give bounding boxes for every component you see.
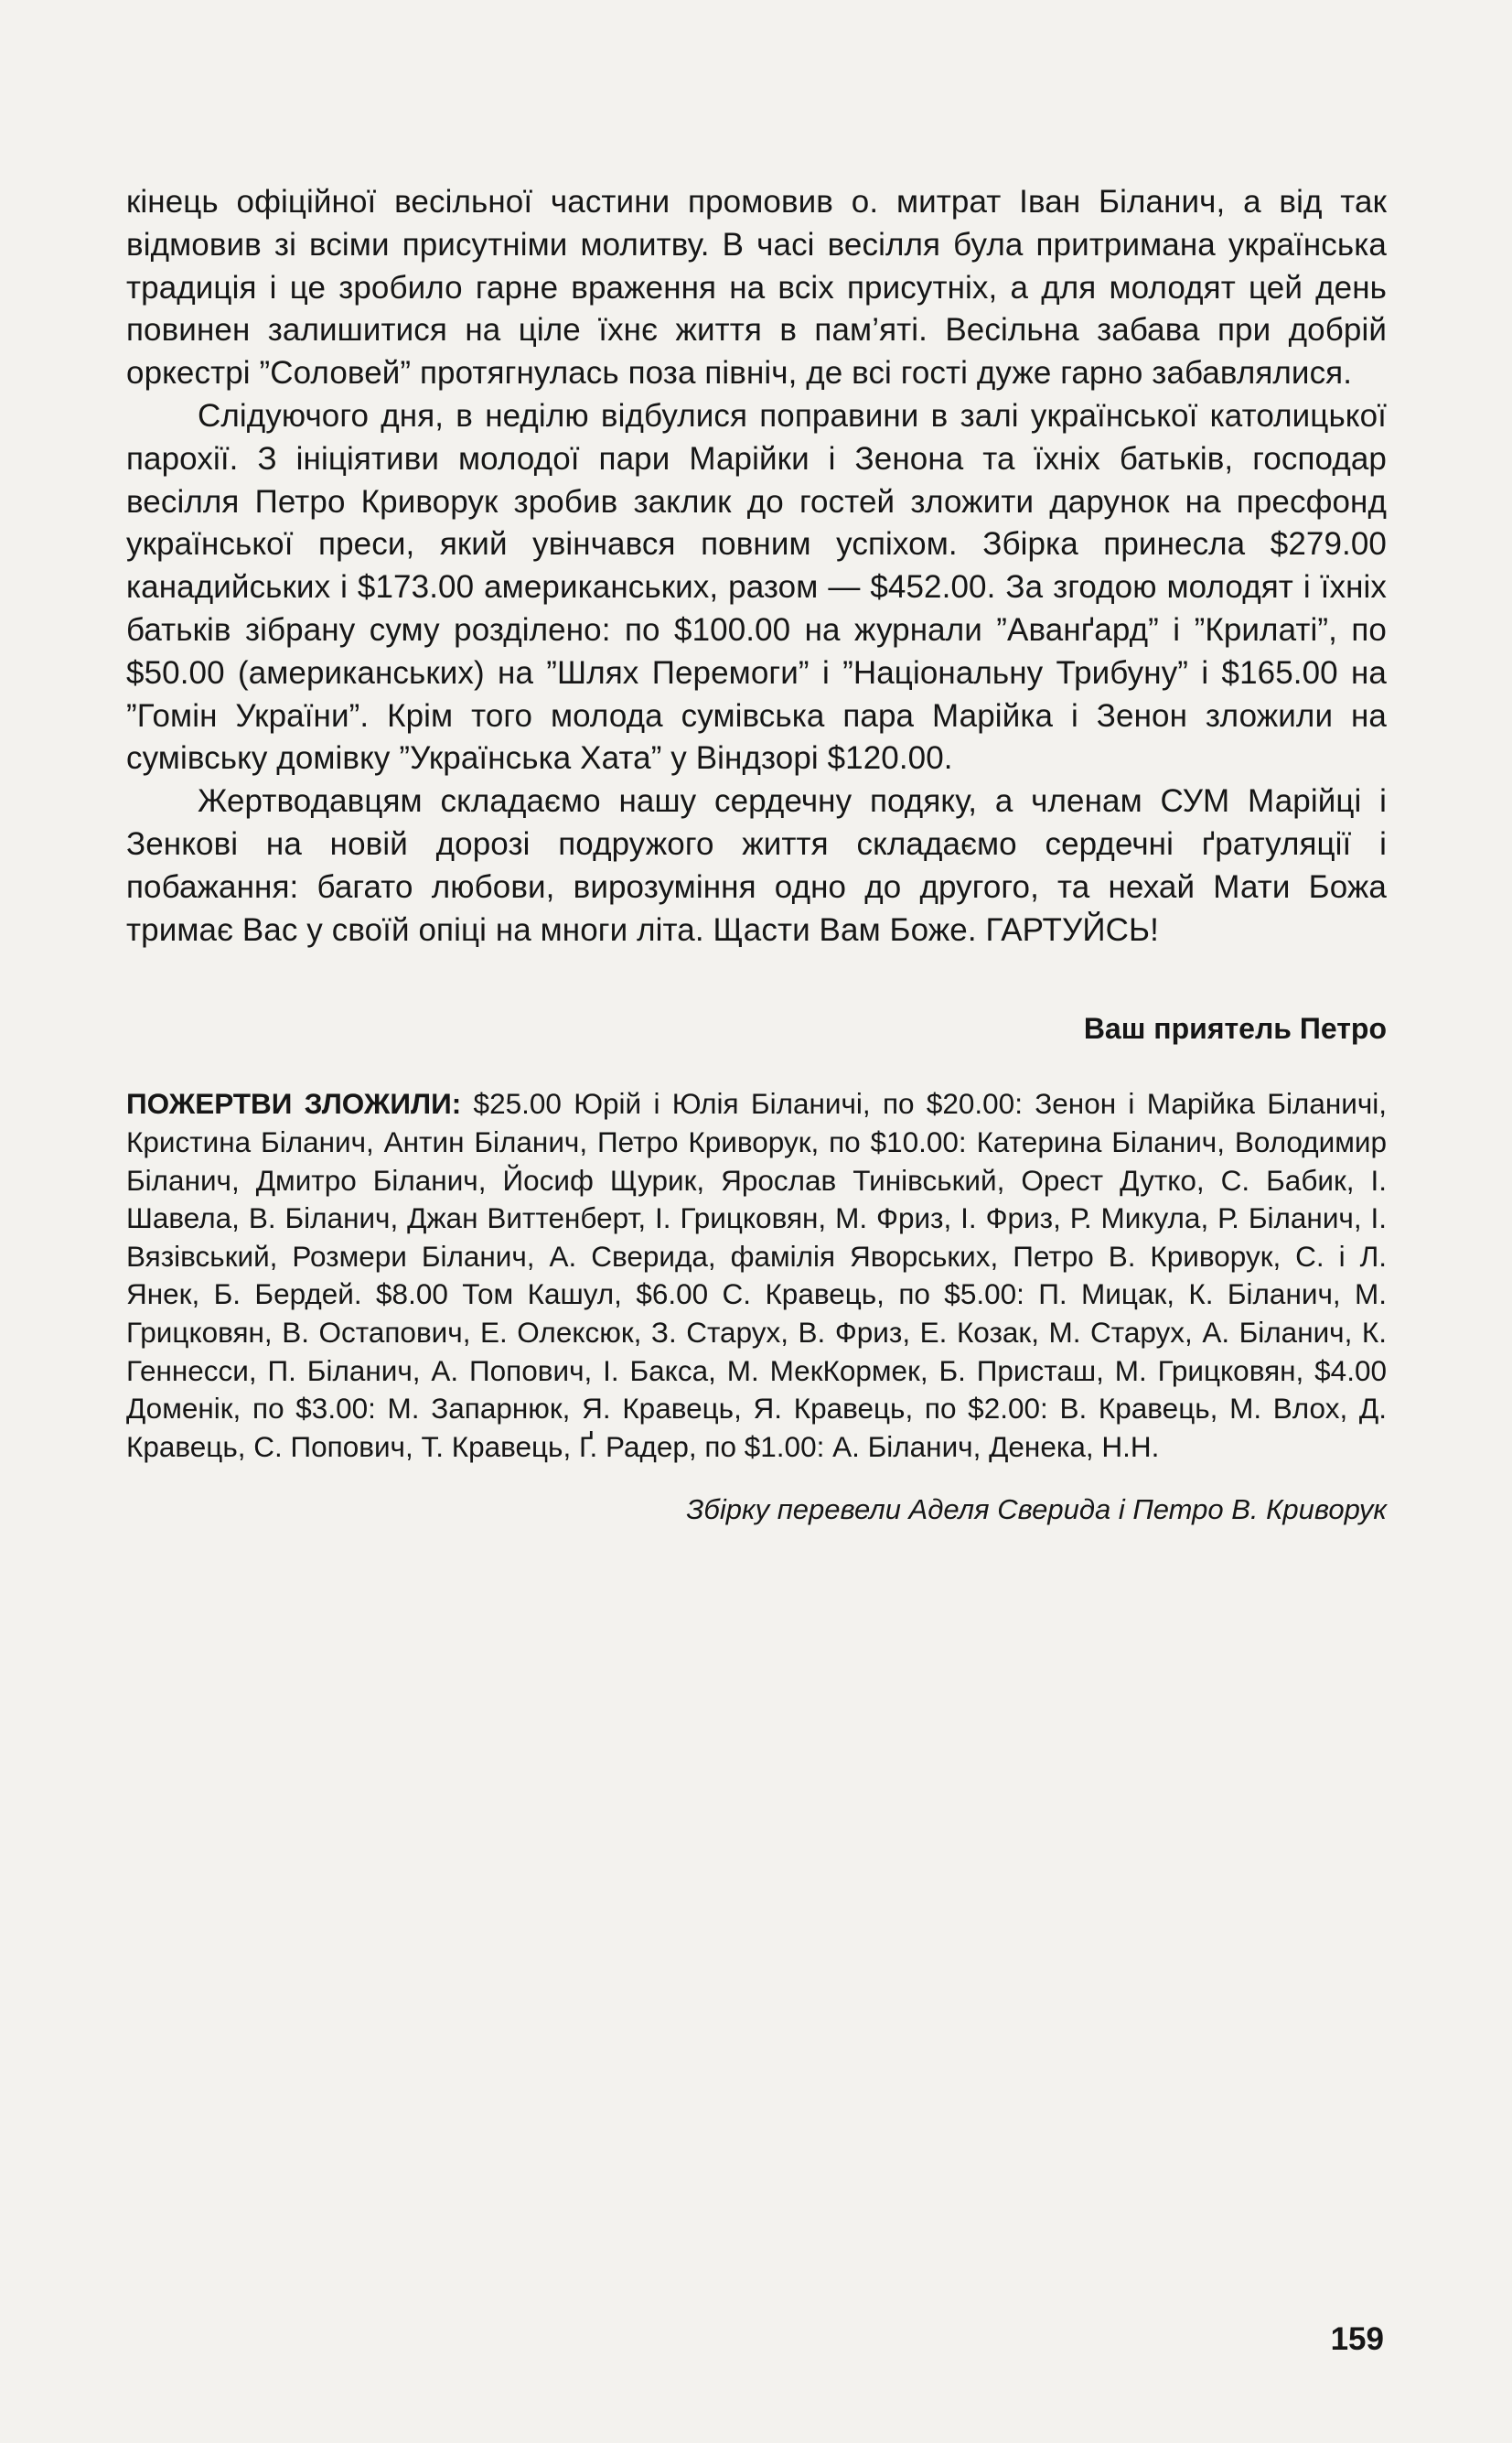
donations-list	[126, 1085, 1387, 1466]
paragraph-next-day: Слідуючого дня, в неділю відбулися поправини в залі української католицької парохії. З ініціятиви молодої пари Марійки і Зенона та їхніх батьків, господар весілля Петро Криворук зробив заклик до гостей зложити дарунок на пресфонд української преси, який увінчався повним успіхом. Збірка принесла $279.00 канадийських і $173.00 американських, разом — $452.00. За згодою молодят і їхніх батьків зібрану суму розділено: по $100.00 на журнали ”Аванґард” і ”Крилаті”, по $50.00 (американських) на ”Шлях Перемоги” і ”Національну Трибуну” і $165.00 на ”Гомін України”. Крім того молода сумівська пара Марійка і Зенон зложили на сумівську домівку ”Українська Хата” у Віндзорі $120.00.	[126, 397, 1387, 777]
paragraph-thanks: Жертводавцям складаємо нашу сердечну подяку, а членам СУМ Марійці і Зенкові на новій дорозі подружого життя складаємо сердечні ґратуляції і побажання: багато любови, вирозуміння одно до другого, та нехай Мати Божа тримає Вас у своїй опіці на многи літа. Щасти Вам Боже. ГАРТУЙСЬ!	[126, 783, 1387, 948]
donations-text: $25.00 Юрій і Юлія Біланичі, по $20.00: Зенон і Марійка Біланичі, Кристина Біланич, Антин Біланич, Петро Криворук, по $10.00: Катерина Біланич, Володимир Біланич, Дмитро Біланич, Йосиф Щурик, Ярослав Тинівський, Орест Дутко, С. Бабик, І. Шавела, В. Біланич, Джан Виттенберт, І. Грицковян, М. Фриз, І. Фриз, Р. Микула, Р. Біланич, І. Вязівський, Розмери Біланич, А. Сверида, фамілія Яворських, Петро В. Криворук, С. і Л. Янек, Б. Бердей. $8.00 Том Кашул, $6.00 С. Кравець, по $5.00: П. Мицак, К. Біланич, М. Грицковян, В. Остапович, Е. Олексюк, З. Старух, В. Фриз, Е. Козак, М. Старух, А. Біланич, К. Геннесси, П. Біланич, А. Попович, І. Бакса, М. МекКормек, Б. Присташ, М. Грицковян, $4.00 Доменік, по $3.00: М. Запарнюк, Я. Кравець, Я. Кравець, по $2.00: В. Кравець, М. Влох, Д. Кравець, С. Попович, Т. Кравець, Ґ. Радер, по $1.00: А. Біланич, Денека, Н.Н.	[126, 1087, 1387, 1463]
signature: Ваш приятель Петро	[1083, 1012, 1387, 1046]
donations-heading: ПОЖЕРТВИ ЗЛОЖИЛИ:	[126, 1087, 462, 1121]
translation-credit: Збірку перевели Аделя Сверида і Петро В. Криворук	[686, 1493, 1387, 1526]
page-content	[126, 181, 1387, 1528]
page-number: 159	[1330, 2321, 1384, 2357]
paragraph-wedding-end: кінець офіційної весільної частини промовив о. митрат Іван Біланич, а від так відмовив зі всіми присутніми молитву. В часі весілля була притримана українська традиція і це зробило гарне враження на всіх присутніх, а для молодят цей день повинен залишитися на ціле їхнє життя в пам’яті. Весільна забава при добрій оркестрі ”Соловей” протягнулась поза північ, де всі гості дуже гарно забавлялися.	[126, 184, 1387, 392]
